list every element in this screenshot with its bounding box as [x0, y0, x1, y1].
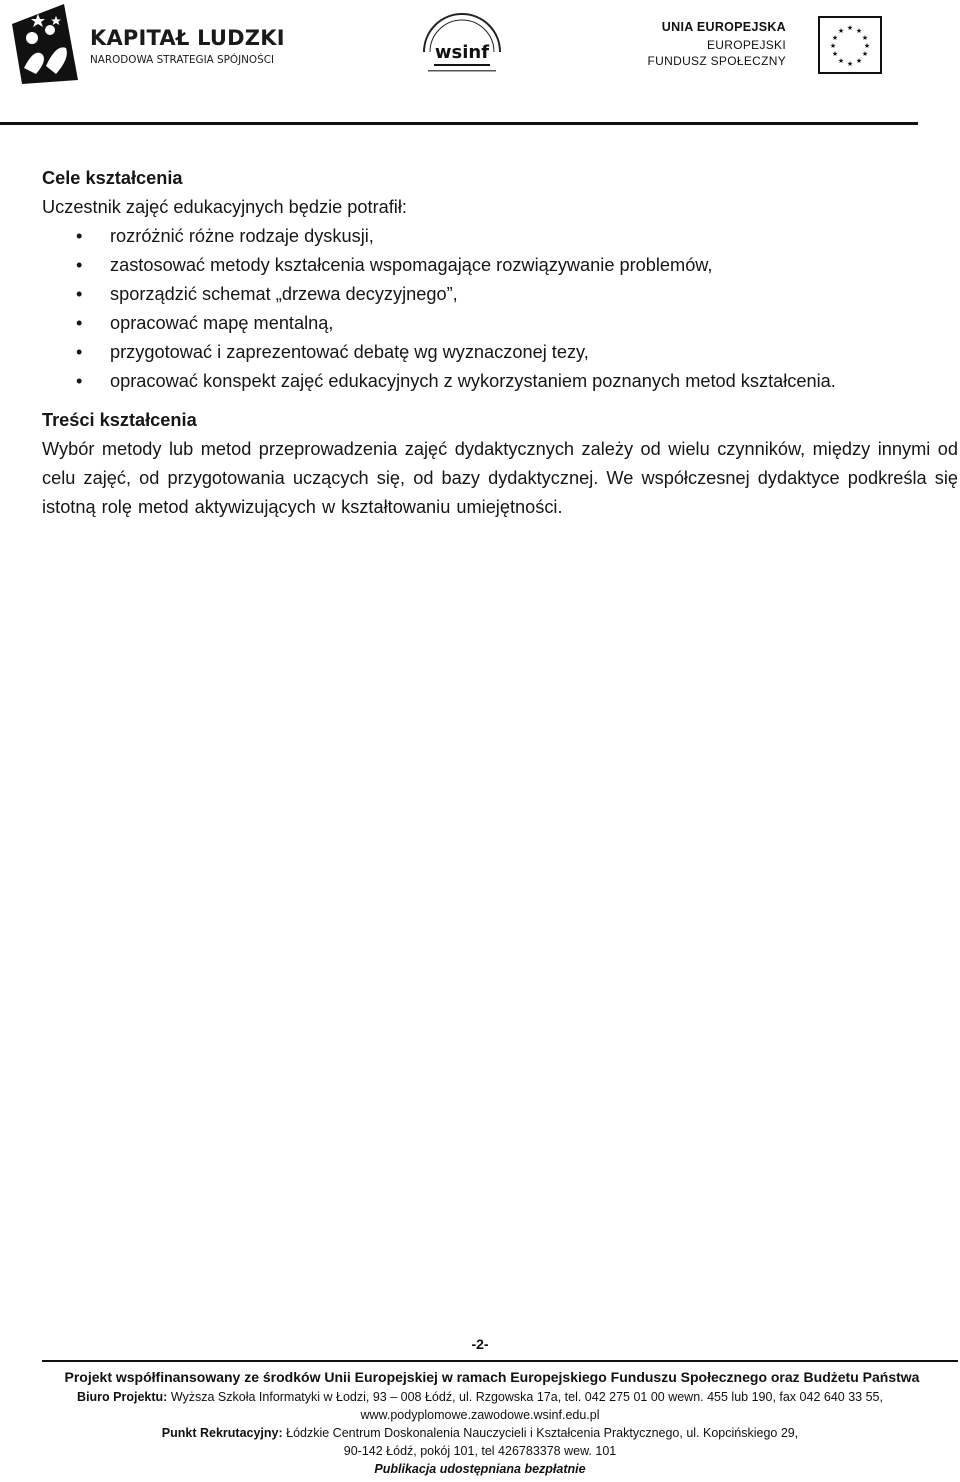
section-gap — [42, 396, 958, 406]
footer-punkt-label: Punkt Rekrutacyjny: — [161, 1426, 283, 1440]
svg-text:★: ★ — [846, 60, 854, 68]
svg-text:★: ★ — [831, 34, 839, 42]
kapital-ludzki-title: KAPITAŁ LUDZKI — [90, 26, 285, 50]
list-item-text: rozróżnić różne rodzaje dyskusji, — [110, 226, 374, 246]
bullet-icon: • — [76, 226, 83, 246]
eu-flag-icon — [818, 16, 882, 74]
svg-text:★: ★ — [863, 42, 871, 50]
list-item — [42, 251, 958, 280]
footer-divider — [42, 1360, 958, 1362]
svg-text:★: ★ — [846, 24, 854, 32]
footer-punkt-text: Łódzkie Centrum Doskonalenia Nauczycieli i Kształcenia Praktycznego, ul. Kopcińskiego 29, — [282, 1426, 799, 1440]
footer-cofinancing-line: Projekt współfinansowany ze środków Unii Europejskiej w ramach Europejskiego Funduszu Społecznego oraz Budżetu Państwa — [64, 1369, 920, 1385]
footer-biuro-line — [0, 1388, 960, 1406]
svg-text:wsinf: wsinf — [434, 42, 490, 63]
footer-punkt-line — [0, 1424, 960, 1442]
list-item — [42, 309, 958, 338]
svg-text:★: ★ — [855, 27, 863, 35]
footer-biuro-label: Biuro Projektu: — [77, 1390, 168, 1404]
list-item-text: opracować mapę mentalną, — [110, 313, 334, 333]
cele-heading: Cele kształcenia — [42, 168, 183, 188]
footer-website: www.podyplomowe.zawodowe.wsinf.edu.pl — [360, 1408, 600, 1422]
list-item — [42, 338, 958, 367]
list-item — [42, 280, 958, 309]
list-item — [42, 367, 958, 396]
kapital-ludzki-emblem-icon — [12, 4, 84, 84]
header-divider — [0, 122, 918, 125]
document-body — [42, 164, 958, 522]
wsinf-logo — [418, 8, 506, 78]
list-item-text: zastosować metody kształcenia wspomagające rozwiązywanie problemów, — [110, 255, 713, 275]
page-number: -2- — [471, 1336, 489, 1352]
bullet-icon: • — [76, 284, 83, 304]
bullet-icon: • — [76, 255, 83, 275]
tresci-paragraph: Wybór metody lub metod przeprowadzenia zajęć dydaktycznych zależy od wielu czynników, między innymi od celu zajęć, od przygotowania uczących się, od bazy dydaktycznej. We współczesnej dydaktyce podkreśla się istotną rolę metod aktywizujących w kształtowaniu umiejętności. — [42, 439, 958, 517]
kapital-ludzki-logo — [12, 4, 285, 82]
eu-line-1: UNIA EUROPEJSKA — [661, 20, 786, 34]
cele-intro: Uczestnik zajęć edukacyjnych będzie potrafił: — [42, 197, 407, 217]
bullet-icon: • — [76, 342, 83, 362]
svg-text:★: ★ — [861, 50, 869, 58]
bullet-icon: • — [76, 313, 83, 333]
svg-text:★: ★ — [861, 34, 869, 42]
kapital-ludzki-subtitle: NARODOWA STRATEGIA SPÓJNOŚCI — [90, 54, 275, 66]
list-item-text: przygotować i zaprezentować debatę wg wyznaczonej tezy, — [110, 342, 589, 362]
eu-line-2: EUROPEJSKI — [706, 38, 786, 52]
page-footer — [0, 1366, 960, 1478]
wsinf-emblem-icon — [418, 8, 506, 78]
footer-punkt-address: 90-142 Łódź, pokój 101, tel 426783378 wew. 101 — [343, 1444, 617, 1458]
cele-list — [42, 222, 958, 396]
tresci-heading: Treści kształcenia — [42, 410, 197, 430]
list-item-text: opracować konspekt zajęć edukacyjnych z wykorzystaniem poznanych metod kształcenia. — [110, 371, 836, 391]
list-item-text: sporządzić schemat „drzewa decyzyjnego”, — [110, 284, 458, 304]
list-item — [42, 222, 958, 251]
svg-text:★: ★ — [855, 57, 863, 65]
footer-biuro-text: Wyższa Szkoła Informatyki w Łodzi, 93 – 008 Łódź, ul. Rzgowska 17a, tel. 042 275 01 00 wewn. 455 lub 190, fax 042 640 33 55, — [167, 1390, 883, 1404]
eu-line-3: FUNDUSZ SPOŁECZNY — [647, 54, 786, 68]
eu-logo-block — [647, 16, 884, 76]
svg-text:★: ★ — [837, 27, 845, 35]
page-header — [0, 0, 960, 126]
bullet-icon: • — [76, 371, 83, 391]
svg-text:★: ★ — [837, 57, 845, 65]
svg-text:★: ★ — [829, 42, 837, 50]
svg-text:★: ★ — [831, 50, 839, 58]
footer-publikacja: Publikacja udostępniana bezpłatnie — [374, 1462, 586, 1476]
